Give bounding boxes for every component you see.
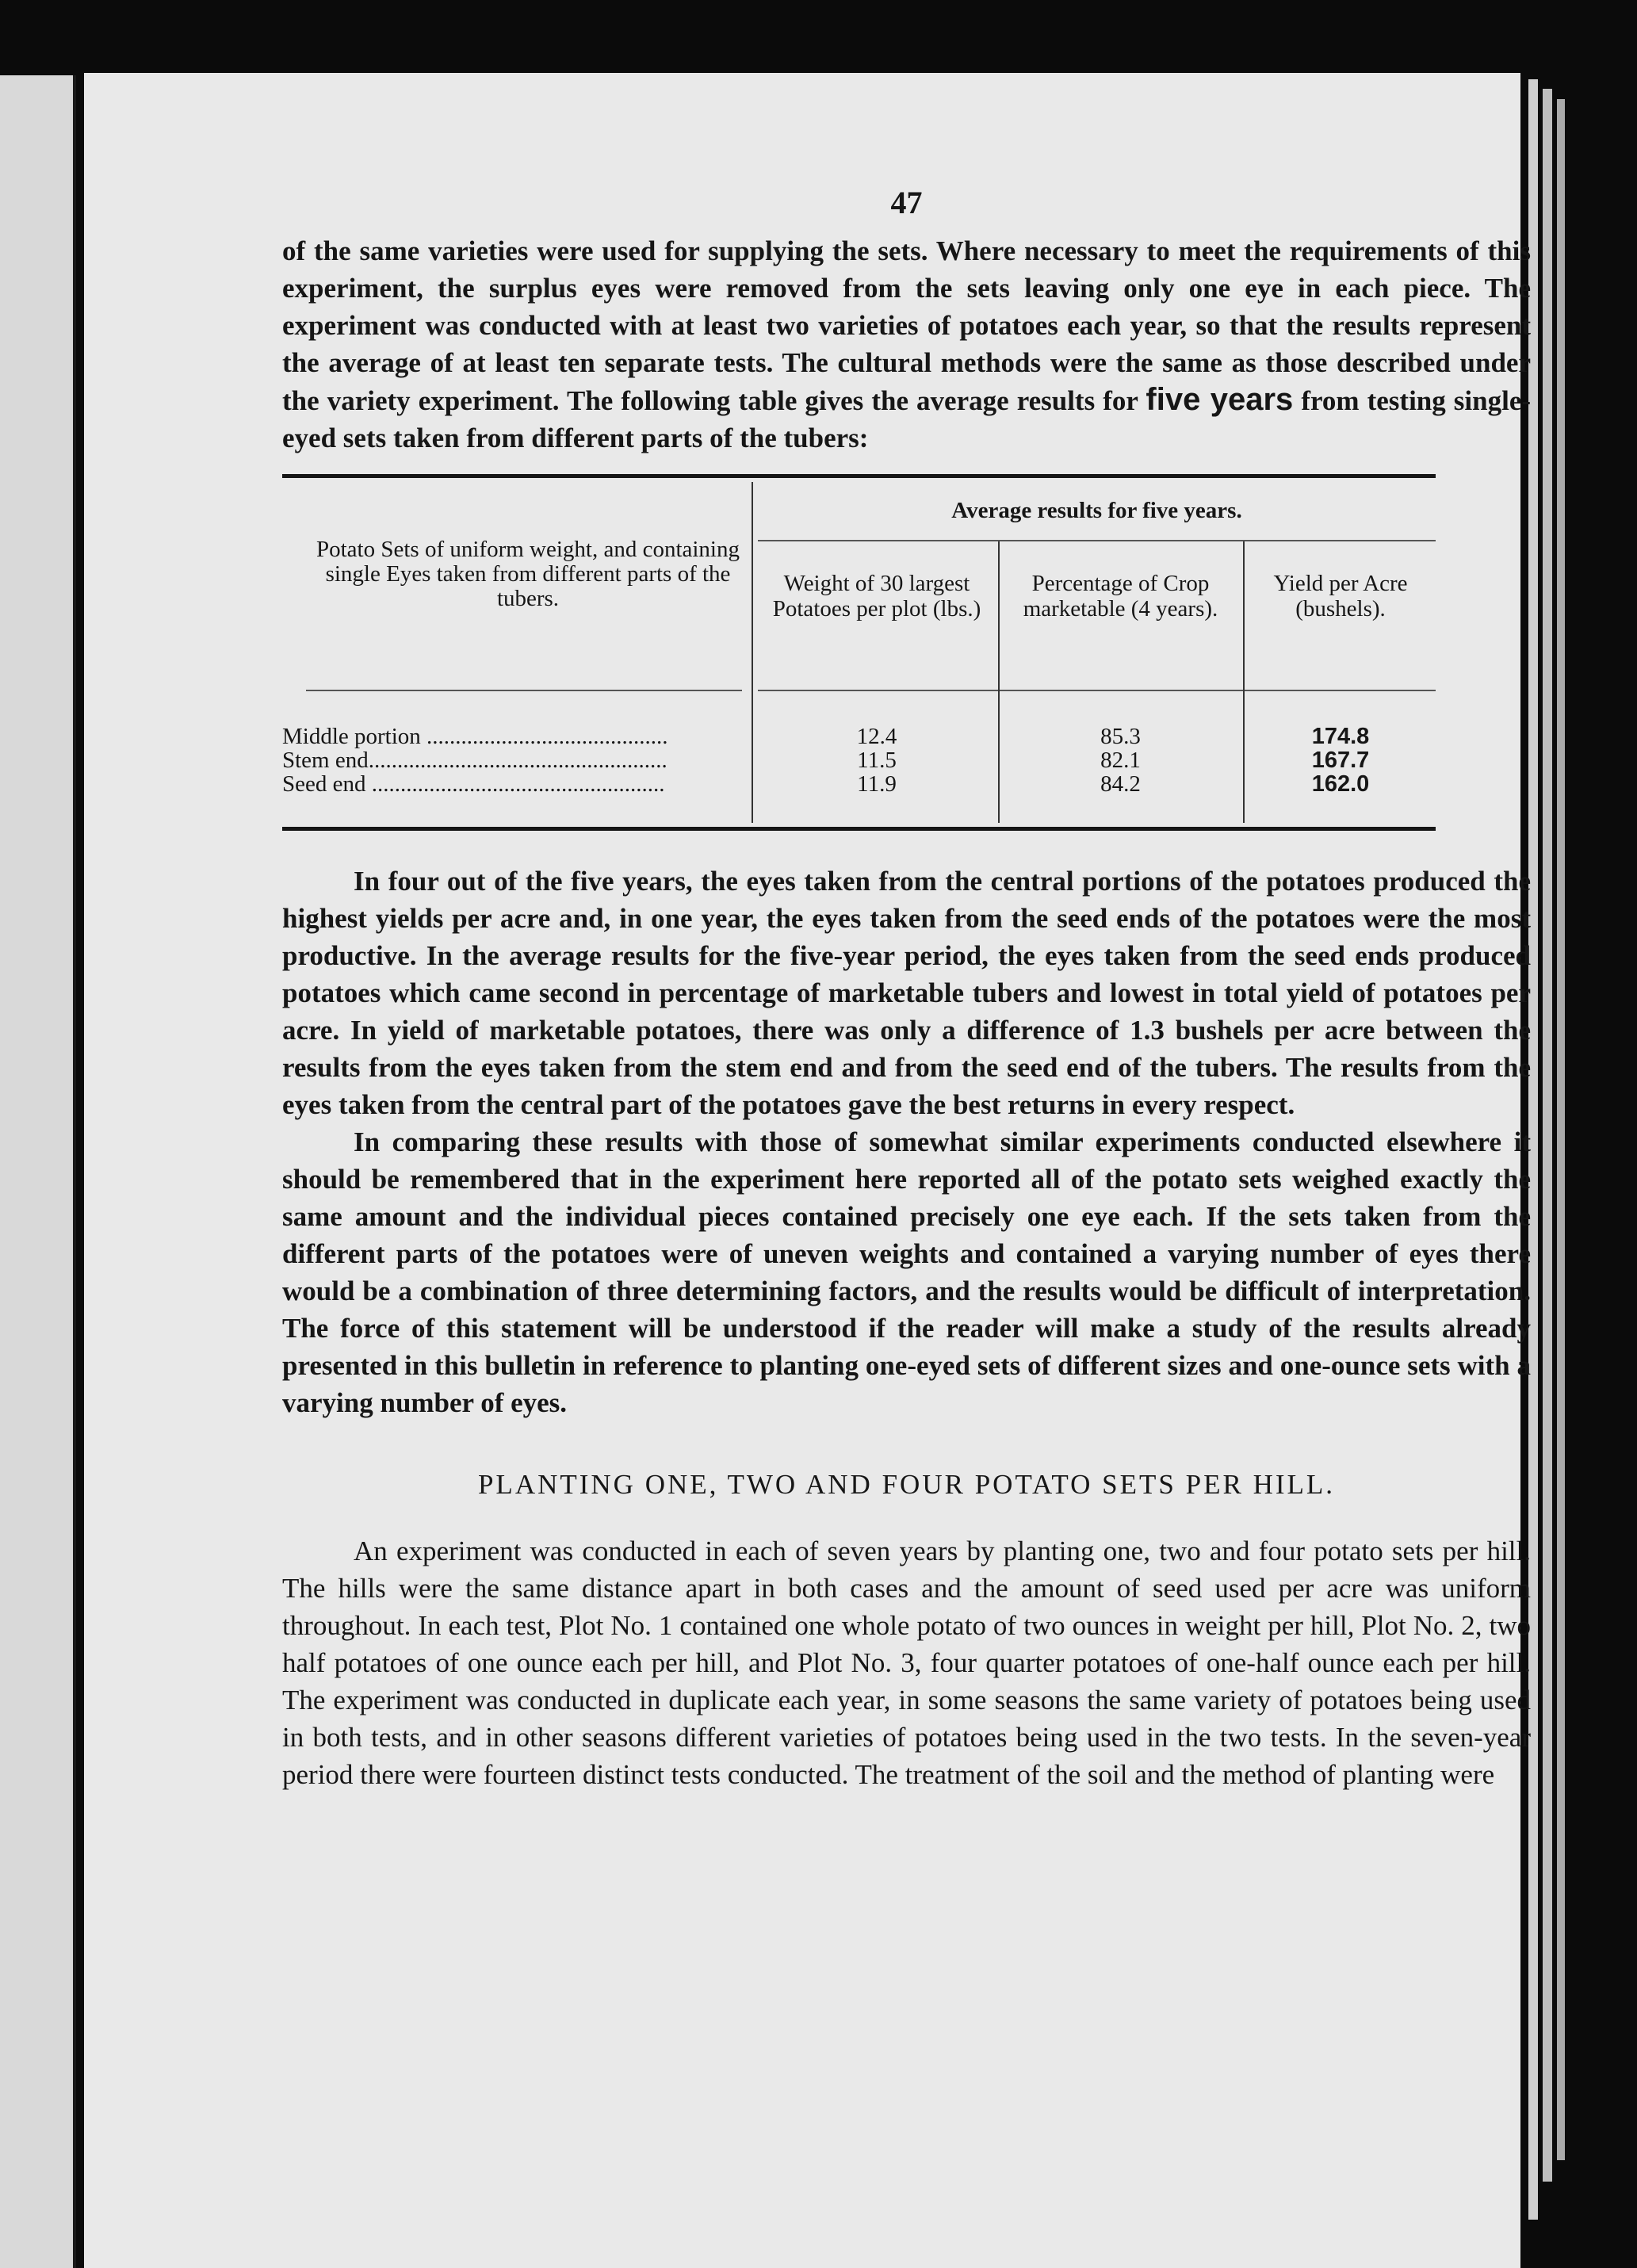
yield-value: 167.7 xyxy=(1311,748,1370,773)
weight-value: 12.4 xyxy=(856,724,897,749)
weight-value: 11.5 xyxy=(857,748,897,773)
percentage-value: 84.2 xyxy=(1100,771,1141,797)
group-header: Average results for five years. xyxy=(951,498,1242,523)
group-underline xyxy=(758,540,1436,541)
section-gap xyxy=(282,1421,1531,1469)
intro-emphasis: five years xyxy=(1146,382,1294,417)
paragraph-comparison: In comparing these results with those of somewhat similar experiments conducted elsewhere it should be remembered that in the experiment here reported all of the potato sets weighed exactly the same amount and the individual pieces contained precisely one eye each. If the sets taken from the different parts of the potatoes were of uneven weights and contained a varying number of eyes there would be a combination of three determining factors, and the results would be difficult of interpretation. The force of this statement will be understood if the reader will make a study of the results already presented in this bulletin in reference to planting one-eyed sets of different sizes and one-ounce sets with a varying number of eyes. xyxy=(282,1126,1531,1418)
column-header-percentage: Percentage of Crop marketable (4 years). xyxy=(1023,571,1218,622)
intro-text-a: of the same varieties were used for supplying the sets. Where necessary to meet the requirements of this experiment, the surplus eyes were removed from the sets leaving only one eye in each piece. The experiment was conducted with at least two varieties of potatoes each year, so that the results represent the average of at least ten separate tests. The cultural methods were the same as those described under the variety experiment. The following table gives the average results for xyxy=(282,235,1531,416)
column-header-yield: Yield per Acre (bushels). xyxy=(1273,571,1408,622)
percentage-value: 82.1 xyxy=(1100,748,1141,773)
weight-value: 11.9 xyxy=(857,771,897,797)
header-underline xyxy=(758,690,1436,691)
stub-underline xyxy=(306,690,742,691)
adjacent-page-edge xyxy=(0,75,76,2268)
table-top-rule xyxy=(282,474,1436,478)
row-label: Middle portion .......................................... xyxy=(282,725,668,748)
page-content xyxy=(282,184,1531,1793)
column-header-weight: Weight of 30 largest Potatoes per plot (lbs.) xyxy=(772,571,981,622)
intro-paragraph xyxy=(282,232,1531,457)
page-stack-edge xyxy=(1543,89,1552,2182)
table-bottom-rule xyxy=(282,827,1436,831)
section-heading: PLANTING ONE, TWO AND FOUR POTATO SETS PER HILL. xyxy=(477,1469,1336,1500)
yield-value: 162.0 xyxy=(1311,771,1370,797)
row-label: Stem end.................................................... xyxy=(282,748,667,772)
paragraph-results: In four out of the five years, the eyes taken from the central portions of the potatoes produced the highest yields per acre and, in one year, the eyes taken from the seed ends of the potatoes were the most productive. In the average results for the five-year period, the eyes taken from the seed ends produced potatoes which came second in percentage of marketable tubers and lowest in total yield of potatoes per acre. In yield of marketable potatoes, there was only a difference of 1.3 bushels per acre between the results from the eyes taken from the stem end and from the seed end of the tubers. The results from the eyes taken from the central part of the potatoes gave the best returns in every respect. xyxy=(282,866,1531,1120)
yield-value: 174.8 xyxy=(1311,724,1370,749)
document-page xyxy=(84,73,1532,2268)
page-number: 47 xyxy=(890,185,923,220)
page-stack-edge xyxy=(1557,99,1565,2160)
percentage-value: 85.3 xyxy=(1100,724,1141,749)
stub-divider xyxy=(752,482,753,823)
results-table xyxy=(282,474,1436,837)
row-label: Seed end ................................................... xyxy=(282,772,665,796)
intro-text-b: from testing single-eyed sets taken from different parts of the tubers: xyxy=(282,385,1532,453)
column-divider xyxy=(1243,541,1245,823)
paragraph-hill-experiment: An experiment was conducted in each of seven years by planting one, two and four potato sets per hill. The hills were the same distance apart in both cases and the amount of seed used per acre was uniform throughout. In each test, Plot No. 1 contained one whole potato of two ounces in weight per hill, Plot No. 2, two half potatoes of one ounce each per hill, and Plot No. 3, four quarter potatoes of one-half ounce each per hill. The experiment was conducted in duplicate each year, in some seasons the same variety of potatoes being used in both tests, and in other seasons different varieties of potatoes being used in the two tests. In the seven-year period there were fourteen distinct tests conducted. The treatment of the soil and the method of planting were xyxy=(282,1536,1531,1790)
stub-header: Potato Sets of uniform weight, and containing single Eyes taken from different parts of the tubers. xyxy=(316,537,740,611)
